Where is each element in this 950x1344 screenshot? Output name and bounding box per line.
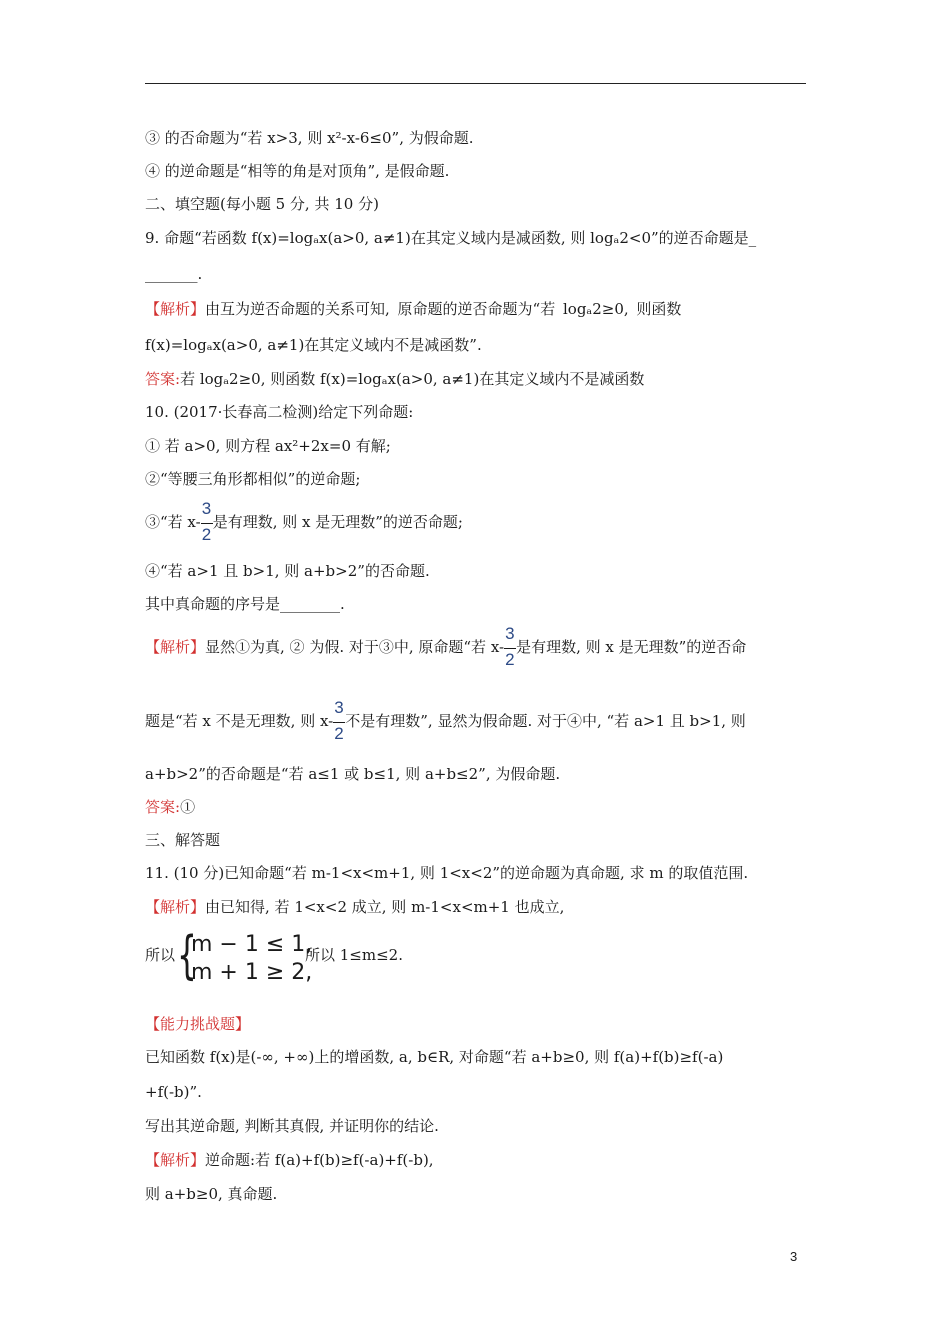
text-line: ③ 的否命题为“若 x>3, 则 x²-x-6≤0”, 为假命题. — [145, 129, 474, 147]
text-line: ②“等腰三角形都相似”的逆命题; — [145, 470, 361, 488]
text-line: 其中真命题的序号是________. — [145, 595, 345, 613]
section-heading: 二、填空题(每小题 5 分, 共 10 分) — [145, 195, 379, 213]
analysis-tag: 【解析】 — [145, 638, 206, 656]
analysis-tag: 【解析】 — [145, 898, 206, 916]
fraction-denominator: 2 — [334, 724, 344, 743]
fraction-numerator: 3 — [201, 499, 212, 518]
analysis-line — [145, 624, 747, 669]
text-line: f(x)=logₐx(a>0, a≠1)在其定义域内不是减函数”. — [145, 336, 482, 354]
fraction-denominator: 2 — [201, 525, 212, 544]
answer-text: 若 logₐ2≥0, 则函数 f(x)=logₐx(a>0, a≠1)在其定义域内不是减函数 — [180, 370, 645, 388]
text-line: 写出其逆命题, 判断其真假, 并证明你的结论. — [145, 1117, 439, 1135]
system-conclusion: 所以 1≤m≤2. — [305, 946, 403, 964]
analysis-line — [145, 1150, 434, 1170]
text-line: ④“若 a>1 且 b>1, 则 a+b>2”的否命题. — [145, 562, 430, 580]
system-label: 所以 — [145, 946, 176, 964]
text-segment: 是有理数, 则 x 是无理数”的逆否命 — [516, 638, 747, 656]
section-heading: 三、解答题 — [145, 831, 221, 849]
analysis-line — [145, 299, 681, 319]
text-line: ① 若 a>0, 则方程 ax²+2x=0 有解; — [145, 437, 391, 455]
question-10: 10. (2017·长春高二检测)给定下列命题: — [145, 403, 414, 421]
text-line: 已知函数 f(x)是(-∞, +∞)上的增函数, a, b∈R, 对命题“若 a+b≥0, 则 f(a)+f(b)≥f(-a) — [145, 1048, 724, 1066]
text-segment: 题是“若 x 不是无理数, 则 x- — [145, 712, 334, 730]
fraction-denominator: 2 — [505, 650, 515, 669]
fraction-numerator: 3 — [334, 698, 344, 717]
page-number: 3 — [790, 1249, 798, 1264]
answer-line — [145, 369, 644, 389]
answer-blank: _______. — [145, 265, 203, 283]
fraction — [333, 698, 345, 743]
fraction-numerator: 3 — [505, 624, 515, 643]
inequality-row-1: m − 1 ≤ 1, — [191, 932, 313, 957]
answer-text: ① — [180, 798, 196, 816]
answer-tag: 答案: — [145, 370, 181, 388]
fraction-bar — [333, 722, 345, 723]
question-9: 9. 命题“若函数 f(x)=logₐx(a>0, a≠1)在其定义域内是减函数, 则 logₐ2<0”的逆否命题是_ — [145, 229, 757, 247]
text-segment: ③“若 x- — [145, 513, 201, 531]
text-line: 则 a+b≥0, 真命题. — [145, 1185, 278, 1203]
header-rule — [145, 83, 806, 84]
fraction-bar — [201, 523, 213, 524]
left-brace: { — [177, 926, 197, 986]
text-segment: 显然①为真, ② 为假. 对于③中, 原命题“若 x- — [205, 638, 505, 656]
challenge-heading: 【能力挑战题】 — [145, 1015, 251, 1033]
analysis-text: 逆命题:若 f(a)+f(b)≥f(-a)+f(-b), — [205, 1151, 434, 1169]
analysis-text: 由互为逆否命题的关系可知, 原命题的逆否命题为“若 logₐ2≥0, 则函数 — [205, 300, 682, 318]
text-line: a+b>2”的否命题是“若 a≤1 或 b≤1, 则 a+b≤2”, 为假命题. — [145, 765, 561, 783]
text-line-with-fraction — [145, 698, 746, 743]
text-line: +f(-b)”. — [145, 1083, 202, 1101]
fraction — [201, 499, 213, 544]
inequality-row-2: m + 1 ≥ 2, — [191, 960, 313, 985]
analysis-text: 由已知得, 若 1<x<2 成立, 则 m-1<x<m+1 也成立, — [205, 898, 565, 916]
analysis-tag: 【解析】 — [145, 1151, 206, 1169]
text-segment: 是有理数, 则 x 是无理数”的逆否命题; — [212, 513, 463, 531]
question-11: 11. (10 分)已知命题“若 m-1<x<m+1, 则 1<x<2”的逆命题为真命题, 求 m 的取值范围. — [145, 864, 749, 882]
fraction — [504, 624, 516, 669]
answer-line — [145, 797, 195, 817]
analysis-tag: 【解析】 — [145, 300, 206, 318]
text-line-with-fraction — [145, 499, 463, 544]
text-segment: 不是有理数”, 显然为假命题. 对于④中, “若 a>1 且 b>1, 则 — [345, 712, 746, 730]
answer-tag: 答案: — [145, 798, 181, 816]
analysis-line — [145, 897, 564, 917]
fraction-bar — [504, 648, 516, 649]
text-line: ④ 的逆命题是“相等的角是对顶角”, 是假命题. — [145, 162, 450, 180]
